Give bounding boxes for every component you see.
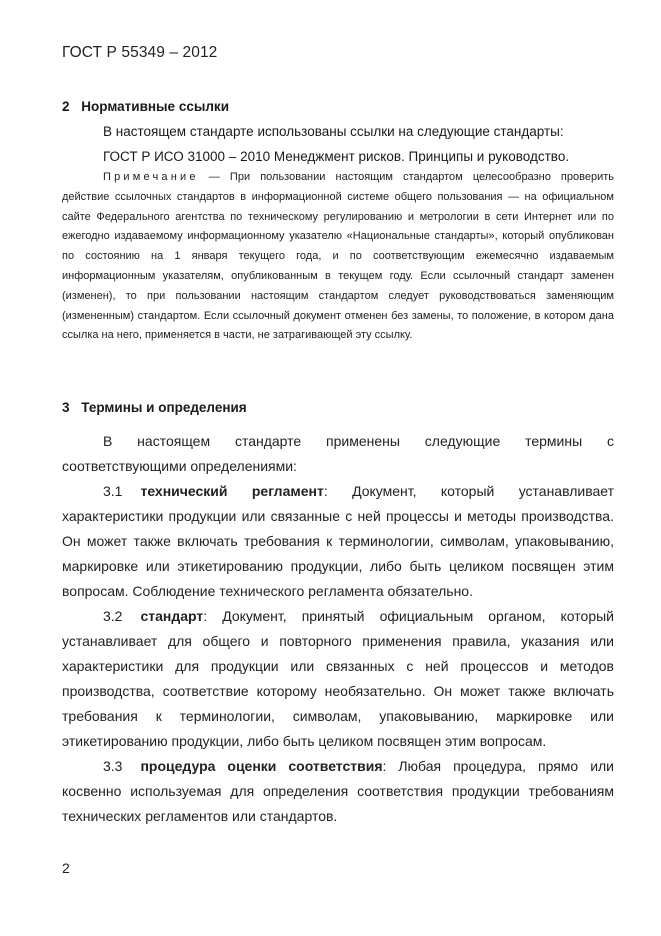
section-2-heading [62, 99, 614, 114]
term-number: 3.1 [103, 483, 123, 499]
term-name: технический регламент [140, 483, 324, 499]
document-header: ГОСТ Р 55349 – 2012 [62, 44, 218, 61]
section-3-heading [62, 400, 614, 415]
section-3-intro: В настоящем стандарте применены следующие термины с соответствующими определениями: [62, 433, 614, 474]
page-number: 2 [62, 860, 70, 876]
term-name: стандарт [140, 608, 204, 624]
term-number: 3.2 [103, 608, 123, 624]
note-paragraph [62, 168, 614, 346]
term-text: : Любая процедура, прямо или косвенно используемая для определения соответствия продукции требованиям технических регламентов или стандартов. [62, 758, 615, 824]
term-name: процедура оценки соответствия [140, 758, 383, 774]
term-number: 3.3 [103, 758, 123, 774]
section-2-number: 2 [62, 99, 70, 114]
term-definition [62, 604, 614, 754]
term-definition [62, 479, 614, 604]
section-2-intro: В настоящем стандарте использованы ссылки на следующие стандарты: [103, 124, 564, 139]
section-3-title: Термины и определения [81, 400, 247, 415]
term-text: : Документ, принятый официальным органом, который устанавливает для общего и повторного применения правила, указания или характеристики для продукции или связанных с ней процессов и методов производства, соответствие которому необязательно. Он может также включать требования к терминологии, символам, упаковыванию, маркировке или этикетированию продукции, либо быть целиком посвящен этим вопросам. [62, 608, 614, 749]
note-text: — При пользовании настоящим стандартом целесообразно проверить действие ссылочных стандартов в информационной системе общего пользования — на официальном сайте Федерального агентства по техническому регулированию и метрологии в сети Интернет или по ежегодно издаваемому информационному указателю «Национальные стандарты», который опубликован по состоянию на 1 января текущего года, и по соответствующим ежемесячно издаваемым информационным указателям, опубликованным в текущем году. Если ссылочный стандарт заменен (изменен), то при пользовании настоящим стандартом следует руководствоваться заменяющим (измененным) стандартом. Если ссылочный документ отменен без замены, то положение, в котором дана ссылка на него, применяется в части, не затрагивающей эту ссылку. [62, 171, 614, 342]
section-3-number: 3 [62, 400, 70, 415]
term-text: : Документ, который устанавливает характеристики продукции или связанные с ней процессы и методы производства. Он может также включать требования к терминологии, символам, упаковыванию, маркировке или этикетированию продукции, либо быть целиком посвящен этим вопросам. Соблюдение технического регламента обязательно. [62, 483, 615, 599]
term-definition [62, 754, 614, 829]
section-2-title: Нормативные ссылки [81, 99, 229, 114]
note-label: Примечание [103, 171, 199, 183]
reference-item: ГОСТ Р ИСО 31000 – 2010 Менеджмент рисков. Принципы и руководство. [103, 149, 570, 164]
